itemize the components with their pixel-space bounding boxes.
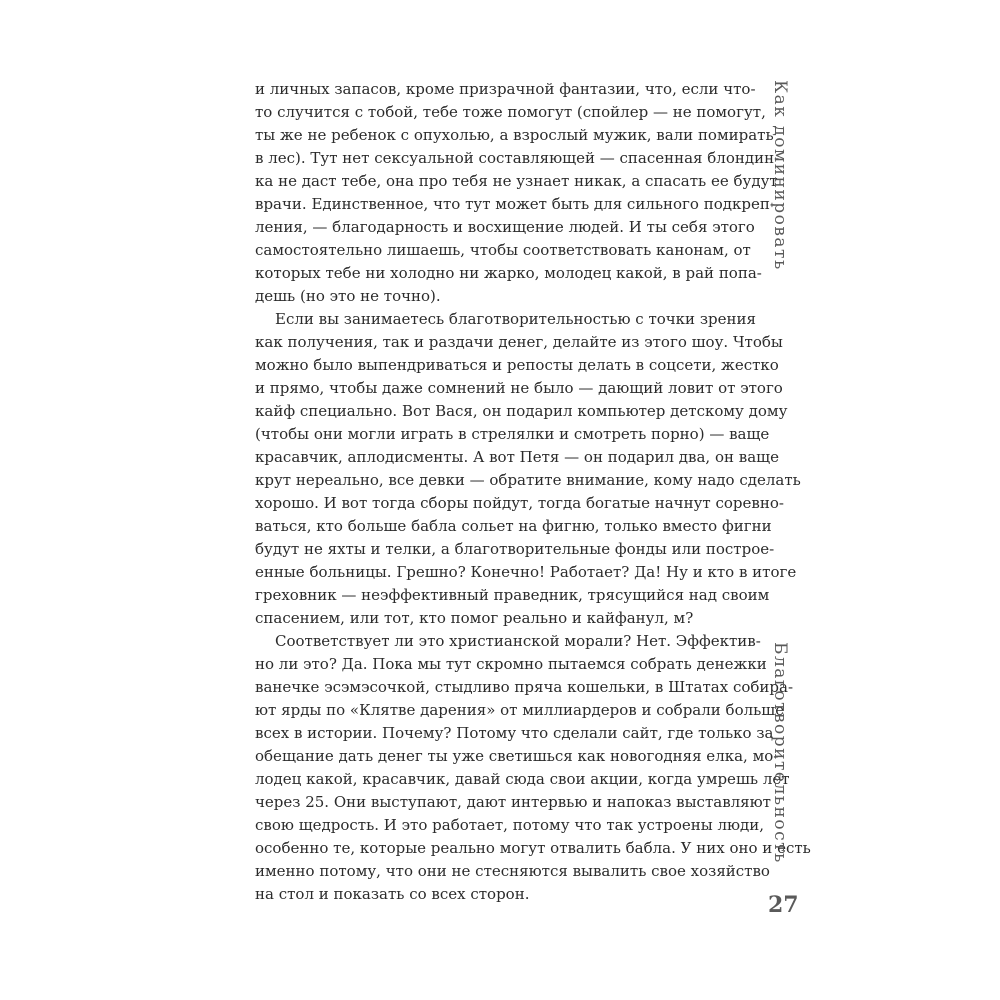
text-line: особенно те, которые реально могут отвалить бабла. У них оно и есть <box>255 839 811 857</box>
text-line: и личных запасов, кроме призрачной фантазии, что, если что- <box>255 80 756 98</box>
text-line: которых тебе ни холодно ни жарко, молодец какой, в рай попа- <box>255 264 762 282</box>
text-line: всех в истории. Почему? Потому что сделали сайт, где только за <box>255 724 774 742</box>
page-number: 27 <box>768 892 799 918</box>
text-line: крут нереально, все девки — обратите внимание, кому надо сделать <box>255 471 801 489</box>
text-line: ления, — благодарность и восхищение людей. И ты себя этого <box>255 218 755 236</box>
text-line: свою щедрость. И это работает, потому что так устроены люди, <box>255 816 765 834</box>
text-line: (чтобы они могли играть в стрелялки и смотреть порно) — ваще <box>255 425 770 443</box>
text-line: и прямо, чтобы даже сомнений не было — дающий ловит от этого <box>255 379 783 397</box>
text-line: на стол и показать со всех сторон. <box>255 885 530 903</box>
text-line: но ли это? Да. Пока мы тут скромно пытаемся собрать денежки <box>255 655 767 673</box>
text-line: в лес). Тут нет сексуальной составляющей — спасенная блондин- <box>255 149 780 167</box>
text-line: Соответствует ли это христианской морали? Нет. Эффектив- <box>275 632 761 650</box>
text-line: то случится с тобой, тебе тоже помогут (спойлер — не помогут, <box>255 103 766 121</box>
text-line: ванечке эсэмэсочкой, стыдливо пряча кошельки, в Штатах собира- <box>255 678 794 696</box>
text-line: ка не даст тебе, она про тебя не узнает никак, а спасать ее будут <box>255 172 778 190</box>
text-line: Если вы занимаетесь благотворительностью с точки зрения <box>275 310 756 328</box>
text-line: хорошо. И вот тогда сборы пойдут, тогда богатые начнут соревно- <box>255 494 784 512</box>
text-line: будут не яхты и телки, а благотворительные фонды или построе- <box>255 540 775 558</box>
text-line: через 25. Они выступают, дают интервью и напоказ выставляют <box>255 793 771 811</box>
text-line: ют ярды по «Клятве дарения» от миллиардеров и собрали больше <box>255 701 785 719</box>
text-line: енные больницы. Грешно? Конечно! Работает? Да! Ну и кто в итоге <box>255 563 797 581</box>
running-head-chapter-title: Благотворительность <box>770 642 790 864</box>
text-line: обещание дать денег ты уже светишься как новогодняя елка, мо- <box>255 747 779 765</box>
text-line: дешь (но это не точно). <box>255 287 441 305</box>
running-head-book-title: Как доминировать <box>770 80 790 271</box>
text-line: ваться, кто больше бабла сольет на фигню, только вместо фигни <box>255 517 772 535</box>
text-line: врачи. Единственное, что тут может быть для сильного подкреп- <box>255 195 775 213</box>
text-line: именно потому, что они не стесняются вывалить свое хозяйство <box>255 862 770 880</box>
text-line: кайф специально. Вот Вася, он подарил компьютер детскому дому <box>255 402 788 420</box>
text-line: красавчик, аплодисменты. А вот Петя — он подарил два, он ваще <box>255 448 779 466</box>
text-line: греховник — неэффективный праведник, трясущийся над своим <box>255 586 770 604</box>
text-line: можно было выпендриваться и репосты делать в соцсети, жестко <box>255 356 779 374</box>
text-line: спасением, или тот, кто помог реально и кайфанул, м? <box>255 609 694 627</box>
text-line: самостоятельно лишаешь, чтобы соответствовать канонам, от <box>255 241 751 259</box>
text-line: как получения, так и раздачи денег, делайте из этого шоу. Чтобы <box>255 333 783 351</box>
text-line: ты же не ребенок с опухолью, а взрослый мужик, вали помирать <box>255 126 774 144</box>
text-line: лодец какой, красавчик, давай сюда свои акции, когда умрешь лет <box>255 770 790 788</box>
